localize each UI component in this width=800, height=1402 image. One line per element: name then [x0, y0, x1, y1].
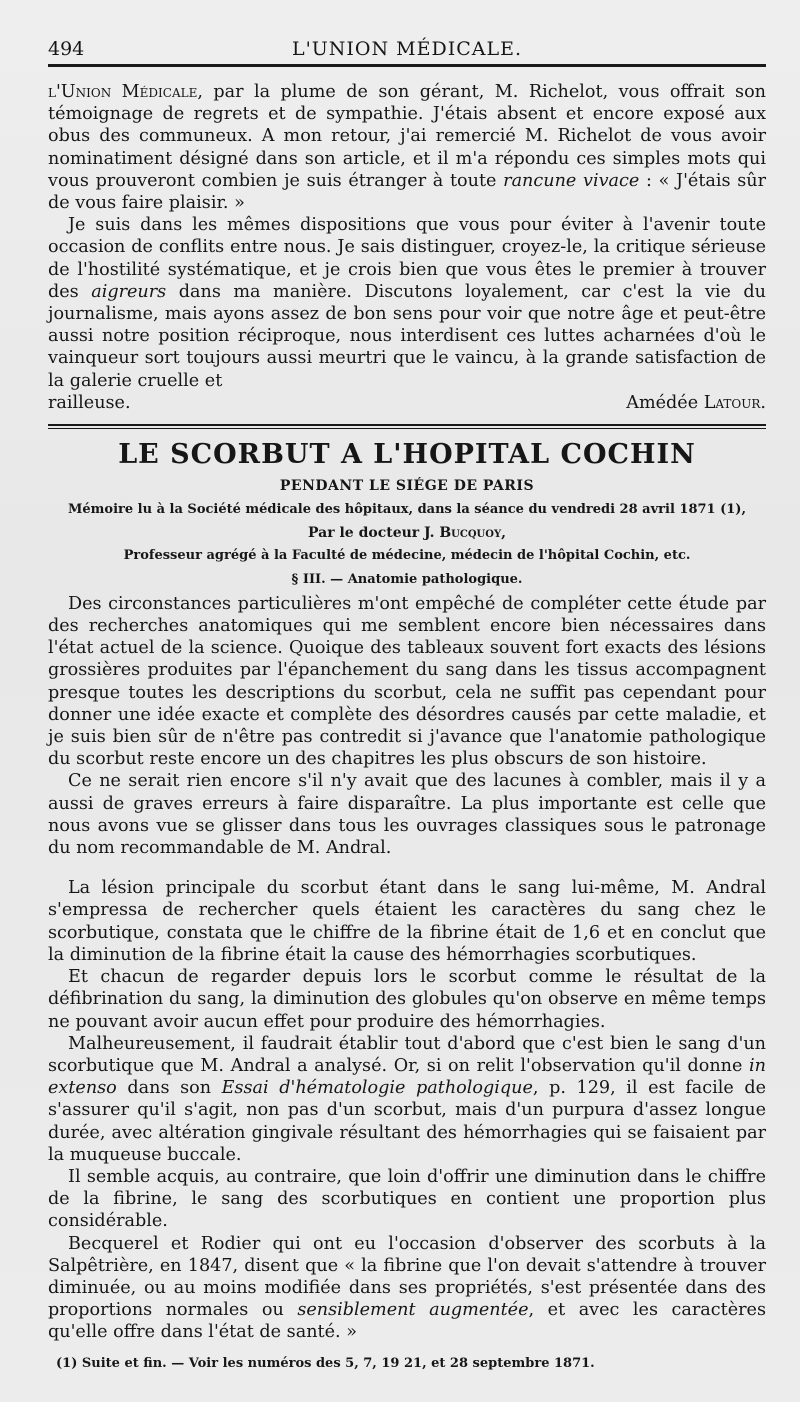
- article-title: LE SCORBUT A L'HOPITAL COCHIN: [118, 438, 696, 470]
- author-title: Professeur agrégé à la Faculté de médecine, médecin de l'hôpital Cochin, etc.: [123, 547, 691, 563]
- letter-paragraph: l'Union Médicale, par la plume de son gérant, M. Richelot, vous offrait son témoignage de regrets et de sympathie. J'étais absent et encore exposé aux obus des communeux. A mon retour, j'ai remercié M. Richelot de vous avoir nominatiment désigné dans son article, et il m'a répondu ces simples mots qui vous prouveront combien je suis étranger à toute rancune vivace : « J'étais sûr de vous faire plaisir. »: [48, 82, 767, 214]
- article-separator: [48, 424, 766, 429]
- header-rule: [48, 64, 766, 67]
- section-heading: § III. — Anatomie pathologique.: [291, 571, 523, 587]
- body-paragraph: Ce ne serait rien encore s'il n'y avait que des lacunes à combler, mais il y a aussi de graves erreurs à faire disparaître. La plus importante est celle que nous avons vue se glisser dans tous les ouvrages classiques sous le patronage du nom recommandable de M. Andral.: [48, 771, 766, 859]
- footnote: (1) Suite et fin. — Voir les numéros des 5, 7, 19 21, et 28 septembre 1871.: [56, 1355, 595, 1371]
- signature: Amédée Latour.: [626, 392, 766, 413]
- body-paragraph: La lésion principale du scorbut étant dans le sang lui-même, M. Andral s'empressa de rechercher quels étaient les caractères du sang chez le scorbutique, constata que le chiffre de la fibrine était de 1,6 et en conclut que la diminution de la fibrine était la cause des hémorrhagies scorbutiques.: [48, 878, 766, 965]
- article-body: [48, 593, 766, 1344]
- article-subtitle: PENDANT LE SIÉGE DE PARIS: [279, 477, 535, 494]
- letter-conclusion: [48, 81, 766, 414]
- body-paragraph: Malheureusement, il faudrait établir tout d'abord que c'est bien le sang d'un scorbutique que M. Andral a analysé. Or, si on relit l'observation qu'il donne in extenso dans son Essai d'hématologie pathologique, p. 129, il est facile de s'assurer qu'il s'agit, non pas d'un scorbut, mais d'un purpura d'assez longue durée, avec altération gingivale résultant des hémorrhagies qui se faisaient par la muqueuse buccale.: [48, 1033, 767, 1165]
- body-paragraph: Il semble acquis, au contraire, que loin d'offrir une diminution dans le chiffre de la fibrine, le sang des scorbutiques en contient une proportion plus considérable.: [48, 1166, 766, 1232]
- author-line: Par le docteur J. Bucquoy,: [308, 524, 506, 541]
- signature-line: railleuse. Amédée Latour.: [48, 392, 766, 413]
- running-head: [48, 0, 766, 64]
- journal-title: L'UNION MÉDICALE.: [291, 38, 523, 60]
- page-number: 494: [48, 38, 85, 60]
- memoire-line: Mémoire lu à la Société médicale des hôpitaux, dans la séance du vendredi 28 avril 1871 (1),: [68, 501, 746, 517]
- body-paragraph: Des circonstances particulières m'ont empêché de compléter cette étude par des recherches anatomiques qui me semblent encore bien nécessaires dans l'état actuel de la science. Quoique des tableaux souvent fort exacts des lésions grossières produites par l'épanchement du sang dans les tissus accompagnent presque toutes les descriptions du scorbut, cela ne suffit pas cependant pour donner une idée exacte et complète des désordres causés par cette maladie, et je suis bien sûr de n'être pas contredit si j'avance que l'anatomie pathologique du scorbut reste encore un des chapitres les plus obscurs de son histoire.: [48, 593, 766, 770]
- journal-name-inline: l'Union Médicale: [48, 82, 198, 102]
- letter-paragraph: Je suis dans les mêmes dispositions que vous pour éviter à l'avenir toute occasion de conflits entre nous. Je sais distinguer, croyez-le, la critique sérieuse de l'hostilité systématique, et je crois bien que vous êtes le premier à trouver des aigreurs dans ma manière. Discutons loyalement, car c'est la vie du journalisme, mais ayons assez de bon sens pour voir que notre âge et peut-être aussi notre position réciproque, nous interdisent ces luttes acharnées d'où le vainqueur sort toujours aussi meurtri que le vaincu, à la grande satisfaction de la galerie cruelle et: [48, 215, 767, 391]
- body-paragraph: Et chacun de regarder depuis lors le scorbut comme le résultat de la défibrination du sang, la diminution des globules qu'on observe en même temps ne pouvant avoir aucun effet pour produire des hémorrhagies.: [48, 967, 766, 1032]
- body-paragraph: Becquerel et Rodier qui ont eu l'occasion d'observer des scorbuts à la Salpêtrière, en 1847, disent que « la fibrine que l'on devait s'attendre à trouver diminuée, ou au moins modifiée dans ses propriétés, s'est présentée dans des proportions normales ou sensiblement augmentée, et avec les caractères qu'elle offre dans l'état de santé. »: [48, 1233, 766, 1343]
